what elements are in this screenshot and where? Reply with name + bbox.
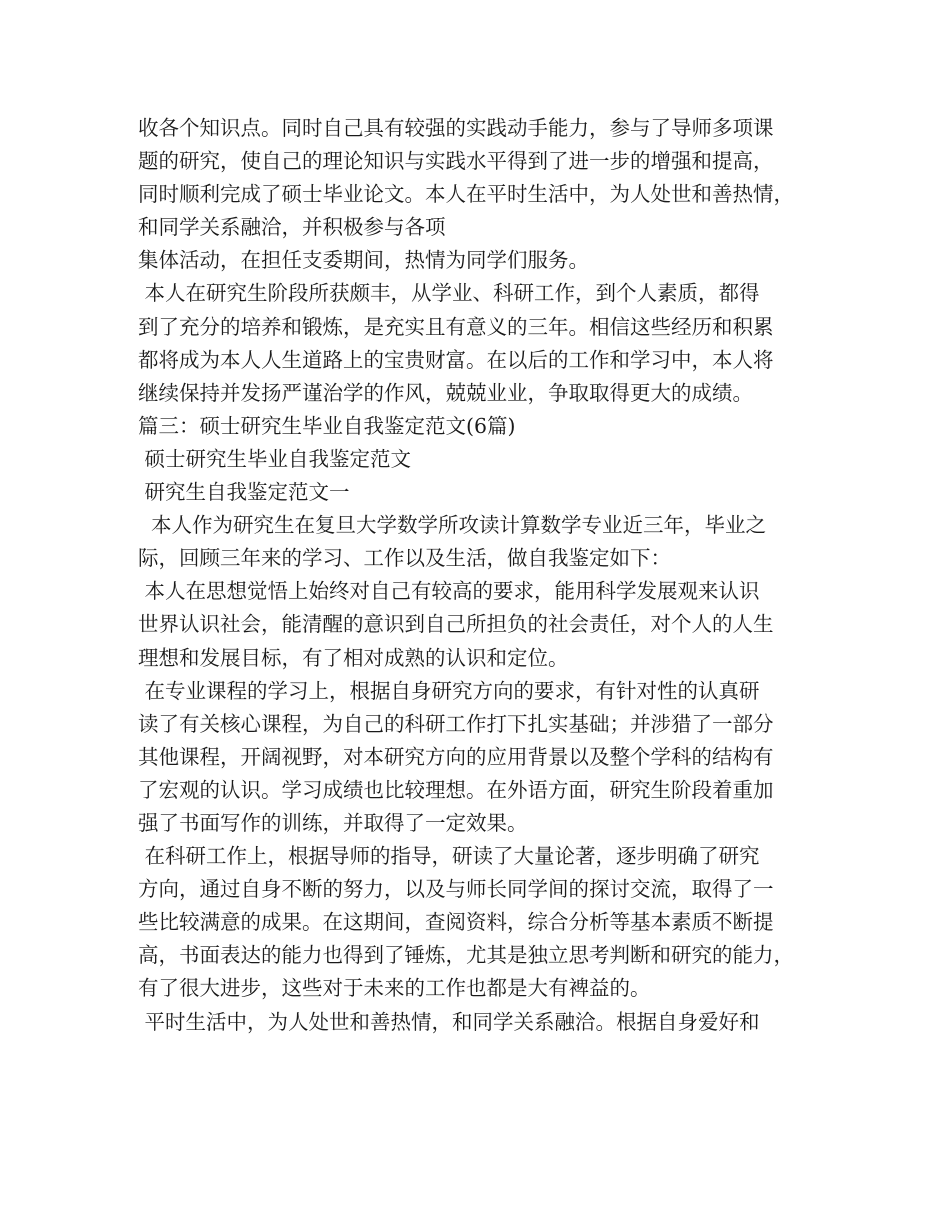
section-heading: 篇三：硕士研究生毕业自我鉴定范文(6篇) — [138, 413, 516, 438]
text-line: 本人在思想觉悟上始终对自己有较高的要求，能用科学发展观来认识 — [138, 579, 760, 604]
text-line: 世界认识社会，能清醒的意识到自己所担负的社会责任，对个人的人生 — [138, 612, 774, 637]
text-line: 方向，通过自身不断的努力，以及与师长同学间的探讨交流，取得了一 — [138, 877, 774, 902]
text-line: 本人作为研究生在复旦大学数学所攻读计算数学专业近三年，毕业之 — [138, 513, 767, 538]
document-body — [138, 112, 838, 1039]
text-line: 和同学关系融洽，并积极参与各项 — [138, 215, 446, 240]
text-line: 强了书面写作的训练，并取得了一定效果。 — [138, 810, 528, 835]
text-line: 在科研工作上，根据导师的指导，研读了大量论著，逐步明确了研究 — [138, 844, 760, 869]
text-line: 题的研究，使自己的理论知识与实践水平得到了进一步的增强和提高， — [138, 149, 774, 174]
text-line: 了宏观的认识。学习成绩也比较理想。在外语方面，研究生阶段着重加 — [138, 777, 774, 802]
text-line: 都将成为本人人生道路上的宝贵财富。在以后的工作和学习中，本人将 — [138, 347, 774, 372]
text-line: 理想和发展目标，有了相对成熟的认识和定位。 — [138, 645, 569, 670]
text-line: 际，回顾三年来的学习、工作以及生活，做自我鉴定如下： — [138, 546, 671, 571]
text-line: 本人在研究生阶段所获颇丰，从学业、科研工作，到个人素质，都得 — [138, 281, 760, 306]
text-line: 些比较满意的成果。在这期间，查阅资料，综合分析等基本素质不断提 — [138, 910, 774, 935]
text-line: 有了很大进步，这些对于未来的工作也都是大有裨益的。 — [138, 976, 651, 1001]
text-line: 读了有关核心课程，为自己的科研工作打下扎实基础；并涉猎了一部分 — [138, 711, 774, 736]
text-line: 到了充分的培养和锻炼，是充实且有意义的三年。相信这些经历和积累 — [138, 314, 774, 339]
text-line: 其他课程，开阔视野，对本研究方向的应用背景以及整个学科的结构有 — [138, 744, 774, 769]
subsection-title: 研究生自我鉴定范文一 — [138, 480, 350, 505]
text-line: 集体活动，在担任支委期间，热情为同学们服务。 — [138, 248, 589, 273]
document-title: 硕士研究生毕业自我鉴定范文 — [138, 446, 412, 471]
text-line: 同时顺利完成了硕士毕业论文。本人在平时生活中，为人处世和善热情， — [138, 182, 794, 207]
text-line: 平时生活中，为人处世和善热情，和同学关系融洽。根据自身爱好和 — [138, 1009, 760, 1034]
text-line: 收各个知识点。同时自己具有较强的实践动手能力，参与了导师多项课 — [138, 116, 774, 140]
text-line: 继续保持并发扬严谨治学的作风，兢兢业业，争取取得更大的成绩。 — [138, 380, 753, 405]
text-line: 高，书面表达的能力也得到了锤炼，尤其是独立思考判断和研究的能力， — [138, 943, 794, 968]
text-line: 在专业课程的学习上，根据自身研究方向的要求，有针对性的认真研 — [138, 678, 760, 703]
